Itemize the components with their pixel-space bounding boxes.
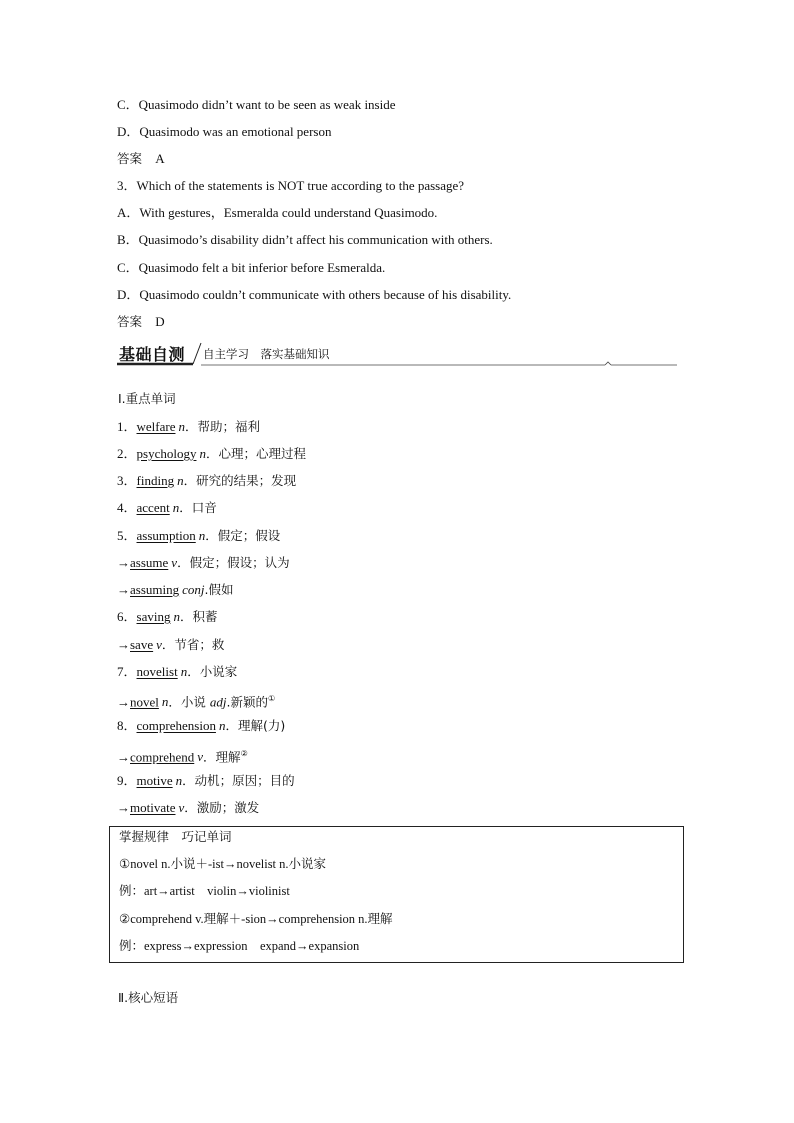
vocab-item xyxy=(117,772,295,790)
tip-title: 掌握规律 巧记单词 xyxy=(119,829,232,844)
vocab-part-of-speech: n xyxy=(218,718,226,733)
footnote-marker: ② xyxy=(240,749,248,758)
vocab-prefix: 3． xyxy=(117,473,137,488)
vocab-item xyxy=(117,554,290,572)
vocab-word: save xyxy=(130,637,154,652)
vocab-word: welfare xyxy=(136,419,176,434)
q3-option-a: A．With gestures，Esmeralda could understand Quasimodo. xyxy=(117,205,438,220)
banner-subtitle: 自主学习 落实基础知识 xyxy=(203,347,330,361)
vocab-prefix: → xyxy=(117,555,130,570)
answer-value: D xyxy=(155,314,165,329)
footnote-marker: ① xyxy=(267,694,276,703)
vocab-part-of-speech: n xyxy=(177,473,184,488)
banner-decoration xyxy=(117,341,677,367)
vocab-word: comprehension xyxy=(136,718,216,733)
vocab-meaning: ．口音 xyxy=(179,500,217,515)
vocab-word: motivate xyxy=(130,800,176,815)
vocab-item xyxy=(117,418,260,436)
section-heading-key-words: Ⅰ.重点单词 xyxy=(118,391,176,406)
banner-title: 基础自测 xyxy=(119,345,186,364)
vocab-meaning: ．积蓄 xyxy=(179,609,218,624)
vocab-part-of-speech: n xyxy=(198,528,206,543)
q3-stem: 3．Which of the statements is NOT true according to the passage? xyxy=(117,178,465,193)
vocab-word: assuming xyxy=(130,582,180,597)
vocab-prefix: 4． xyxy=(117,500,137,515)
vocab-word: psychology xyxy=(136,446,197,461)
q3-answer xyxy=(117,313,165,331)
vocab-meaning: ．帮助；福利 xyxy=(184,419,260,434)
q3-option-c: C．Quasimodo felt a bit inferior before Esmeralda. xyxy=(117,260,386,275)
vocab-item xyxy=(117,581,234,599)
vocab-part-of-speech: v xyxy=(171,555,178,570)
vocab-word: motive xyxy=(136,773,173,788)
vocab-part-of-speech: n xyxy=(199,446,206,461)
vocab-prefix: → xyxy=(117,749,130,765)
vocab-meaning: ．节省；救 xyxy=(161,637,225,652)
vocab-item xyxy=(117,472,296,490)
q2-option-c: C．Quasimodo didn’t want to be seen as weak inside xyxy=(117,97,396,112)
vocab-meaning: ．激励；激发 xyxy=(184,800,260,815)
vocab-part-of-speech: n xyxy=(175,773,183,788)
vocab-meaning: ．假定；假设 xyxy=(205,528,281,543)
vocab-item xyxy=(117,663,237,681)
vocab-part-of-speech: conj xyxy=(182,582,205,597)
vocab-meaning: ．小说 xyxy=(168,694,210,710)
vocab-word: finding xyxy=(136,473,175,488)
vocab-word: assumption xyxy=(136,528,196,543)
vocab-word: comprehend xyxy=(130,749,195,765)
q2-answer xyxy=(117,150,165,168)
vocab-part-of-speech: v xyxy=(178,800,185,815)
vocab-part-of-speech: n xyxy=(173,609,180,624)
vocab-prefix: 1． xyxy=(117,419,137,434)
vocab-part-of-speech-2: adj xyxy=(209,694,227,710)
vocab-item xyxy=(117,445,306,463)
vocab-meaning: ．心理；心理过程 xyxy=(205,446,306,461)
vocab-prefix: → xyxy=(117,800,130,815)
tip-rule-2: ②comprehend v.理解＋-sion→comprehension n.理解 xyxy=(119,912,393,926)
vocab-meaning-2: .新颖的 xyxy=(226,694,268,710)
tip-example-2: 例：express→expression expand→expansion xyxy=(119,939,360,953)
vocab-item xyxy=(117,745,248,766)
vocab-meaning: ．理解 xyxy=(203,749,241,765)
vocab-meaning: .假如 xyxy=(204,582,234,597)
vocab-meaning: ．动机；原因；目的 xyxy=(182,773,295,788)
vocab-part-of-speech: v xyxy=(156,637,162,652)
answer-label: 答案 xyxy=(117,314,143,329)
vocab-part-of-speech: n xyxy=(180,664,188,679)
vocab-part-of-speech: n xyxy=(172,500,180,515)
vocab-item xyxy=(117,717,285,735)
vocab-item xyxy=(117,499,217,517)
answer-label: 答案 xyxy=(117,151,143,166)
vocab-part-of-speech: n xyxy=(178,419,185,434)
vocab-word: saving xyxy=(136,609,171,624)
q2-option-d: D．Quasimodo was an emotional person xyxy=(117,124,332,139)
tip-example-1: 例：art→artist violin→violinist xyxy=(119,884,290,898)
vocab-part-of-speech: v xyxy=(197,749,204,765)
section-heading-key-phrases: Ⅱ.核心短语 xyxy=(118,990,179,1005)
tip-rule-1: ①novel n.小说＋-ist→novelist n.小说家 xyxy=(119,857,327,871)
vocab-word: novelist xyxy=(136,664,178,679)
answer-value: A xyxy=(155,151,165,166)
vocab-prefix: 2． xyxy=(117,446,137,461)
vocab-word: novel xyxy=(130,694,159,710)
vocab-word: assume xyxy=(130,555,169,570)
vocab-prefix: 8． xyxy=(117,718,137,733)
q3-option-b: B．Quasimodo’s disability didn’t affect his communication with others. xyxy=(117,232,493,247)
vocab-prefix: 6． xyxy=(117,609,137,624)
vocab-part-of-speech: n xyxy=(161,694,169,710)
vocab-word: accent xyxy=(136,500,170,515)
vocab-meaning: ．假定；假设；认为 xyxy=(177,555,290,570)
vocab-prefix: → xyxy=(117,582,130,597)
vocab-item xyxy=(117,690,275,711)
vocab-prefix: 5． xyxy=(117,528,137,543)
vocab-meaning: ．小说家 xyxy=(187,664,238,679)
vocab-prefix: 7． xyxy=(117,664,137,679)
vocab-prefix: → xyxy=(117,637,130,652)
vocab-meaning: ．研究的结果；发现 xyxy=(183,473,297,488)
vocab-meaning: ．理解(力) xyxy=(225,718,286,733)
vocab-item xyxy=(117,527,280,545)
vocab-prefix: → xyxy=(117,694,130,710)
vocab-item xyxy=(117,799,259,817)
section-banner xyxy=(117,341,677,367)
q3-option-d: D．Quasimodo couldn’t communicate with others because of his disability. xyxy=(117,287,512,302)
vocab-item xyxy=(117,608,217,626)
vocab-item xyxy=(117,636,224,654)
tip-box xyxy=(109,826,684,963)
vocab-prefix: 9． xyxy=(117,773,137,788)
